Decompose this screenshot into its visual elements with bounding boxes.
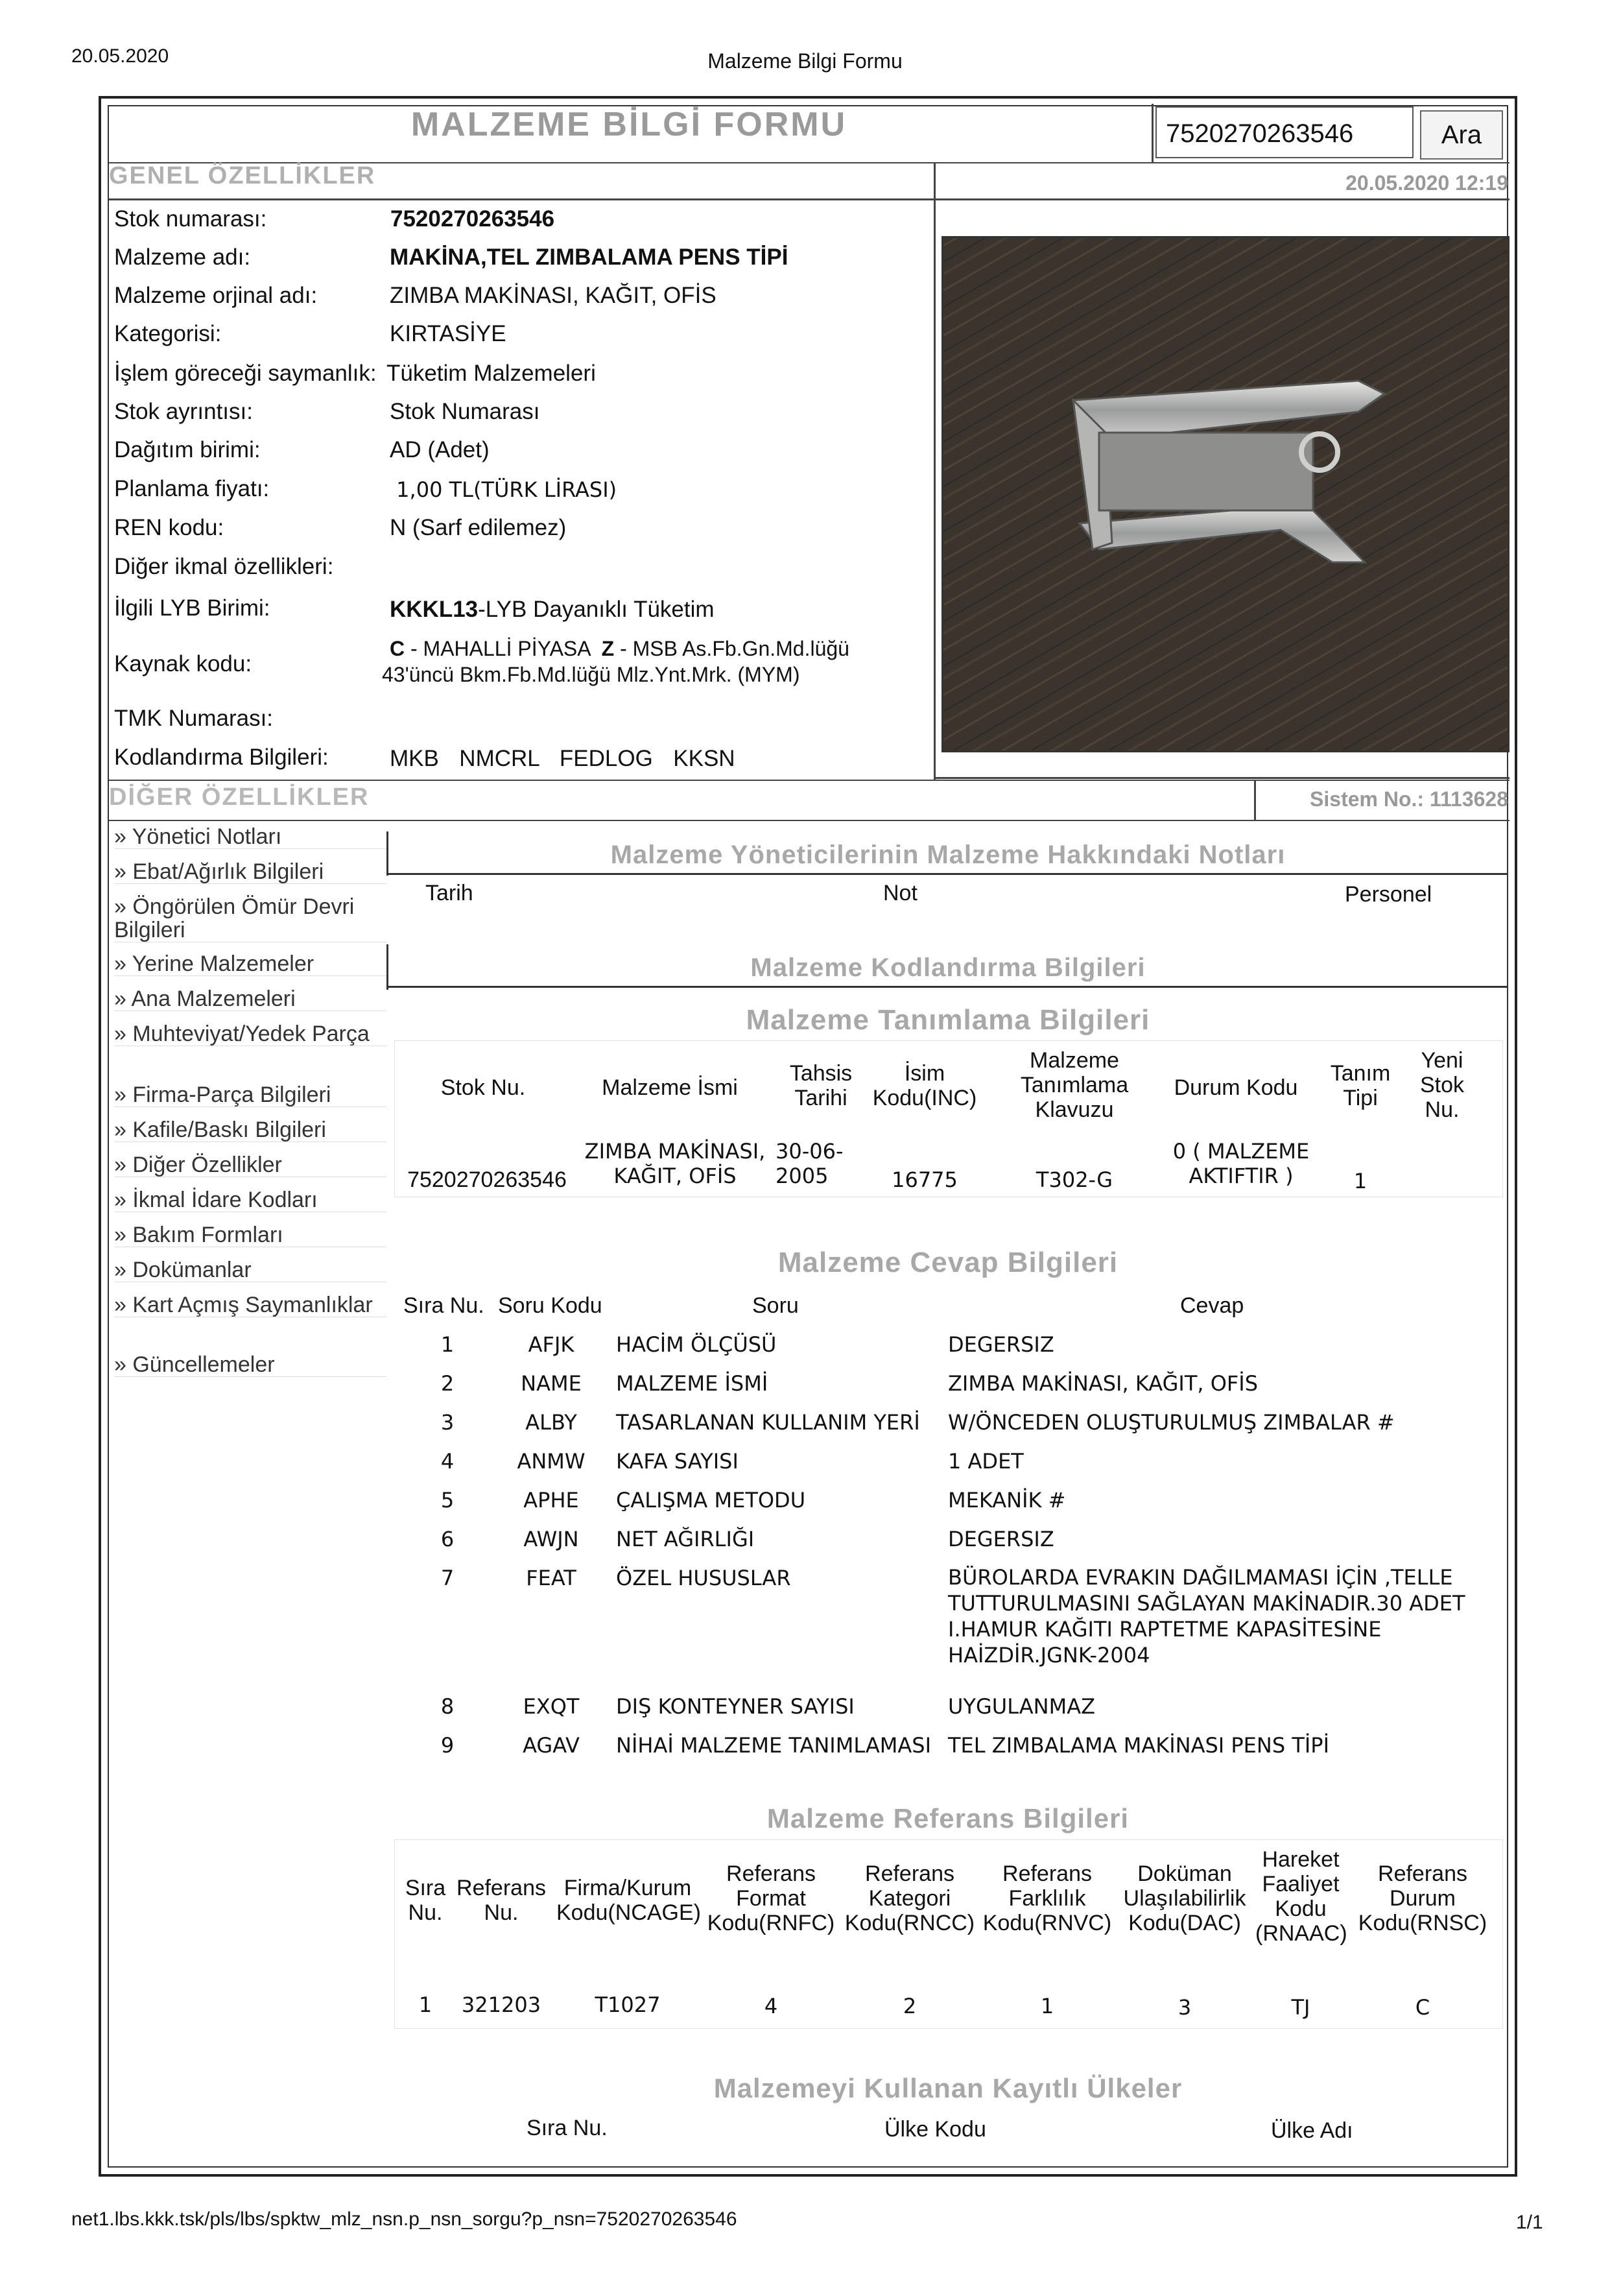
field-label: TMK Numarası:: [114, 706, 274, 731]
field-value: 1,00 TL(TÜRK LİRASI): [390, 477, 617, 502]
field-label: Stok ayrıntısı:: [114, 399, 253, 424]
ans-row-no: 7: [440, 1566, 455, 1590]
print-title: Malzeme Bilgi Formu: [707, 49, 903, 73]
id-col-def-type: Tanım Tipi: [1330, 1061, 1391, 1110]
ans-row-question: KAFA SAYISI: [616, 1449, 739, 1474]
print-date: 20.05.2020: [71, 45, 169, 67]
field-label: Kategorisi:: [114, 321, 222, 346]
footer-url: net1.lbs.kkk.tsk/pls/lbs/spktw_mlz_nsn.p_nsn_sorgu?p_nsn=7520270263546: [71, 2208, 737, 2230]
country-col-no: Sıra Nu.: [527, 2116, 608, 2140]
ref-row-rnvc: 1: [1040, 1994, 1054, 2018]
ans-row-question: NET AĞIRLIĞI: [616, 1527, 755, 1551]
ans-row-code: NAME: [521, 1371, 582, 1396]
search-button[interactable]: Ara: [1420, 110, 1503, 160]
ref-col-rnfc: Referans Format Kodu(RNFC): [707, 1861, 835, 1935]
form-title: MALZEME BİLGİ FORMU: [410, 106, 847, 143]
ans-row-code: AWJN: [523, 1527, 579, 1551]
ans-row-no: 9: [440, 1733, 455, 1758]
nav-dimensions[interactable]: » Ebat/Ağırlık Bilgileri: [114, 860, 386, 884]
ref-row-ref-no: 321203: [461, 1992, 541, 2017]
id-col-status: Durum Kodu: [1174, 1075, 1298, 1100]
ans-row-no: 2: [440, 1371, 455, 1396]
country-col-code: Ülke Kodu: [884, 2117, 986, 2142]
coding-section-title: Malzeme Kodlandırma Bilgileri: [750, 953, 1146, 982]
field-value: C - MAHALLİ PİYASA Z - MSB As.Fb.Gn.Md.lüğü: [390, 637, 849, 660]
id-col-guide: Malzeme Tanımlama Klavuzu: [1020, 1048, 1129, 1122]
ans-row-answer: TEL ZIMBALAMA MAKİNASI PENS TİPİ: [948, 1733, 1330, 1758]
ans-row-answer: ZIMBA MAKİNASI, KAĞIT, OFİS: [948, 1371, 1259, 1396]
ans-row-answer: W/ÖNCEDEN OLUŞTURULMUŞ ZIMBALAR #: [948, 1410, 1395, 1435]
ans-row-answer: 1 ADET: [948, 1449, 1024, 1474]
field-label: Stok numarası:: [114, 206, 267, 232]
field-label: Malzeme adı:: [114, 245, 251, 270]
field-label: Malzeme orjinal adı:: [114, 283, 318, 308]
stock-search-input[interactable]: 7520270263546: [1155, 106, 1414, 158]
ans-col-code: Soru Kodu: [498, 1293, 602, 1318]
field-value: Stok Numarası: [390, 399, 540, 424]
nav-supply-codes[interactable]: » İkmal İdare Kodları: [114, 1188, 386, 1212]
ref-row-dac: 3: [1178, 1995, 1192, 2020]
countries-section-title: Malzemeyi Kullanan Kayıtlı Ülkeler: [713, 2073, 1183, 2103]
ans-col-answer: Cevap: [1180, 1293, 1244, 1318]
ans-row-answer: DEGERSIZ: [948, 1332, 1054, 1357]
id-row-inc: 16775: [892, 1167, 958, 1192]
general-section-header: GENEL ÖZELLİKLER: [109, 162, 376, 189]
ans-row-question: DIŞ KONTEYNER SAYISI: [616, 1694, 855, 1719]
ans-row-code: EXQT: [523, 1694, 580, 1719]
page-number: 1/1: [1516, 2212, 1543, 2233]
field-label: Kaynak kodu:: [114, 651, 252, 676]
notes-col-date: Tarih: [425, 881, 473, 905]
nav-other-features[interactable]: » Diğer Özellikler: [114, 1153, 386, 1177]
ans-row-no: 6: [440, 1527, 455, 1551]
product-photo: [941, 236, 1509, 752]
id-row-guide: T302-G: [1036, 1167, 1113, 1192]
country-col-name: Ülke Adı: [1271, 2118, 1353, 2143]
ans-row-question: ÇALIŞMA METODU: [616, 1488, 806, 1513]
nav-admin-notes[interactable]: » Yönetici Notları: [114, 825, 386, 849]
notes-col-note: Not: [883, 881, 917, 905]
id-col-inc: İsim Kodu(INC): [872, 1061, 977, 1110]
nav-parent-items[interactable]: » Ana Malzemeleri: [114, 987, 386, 1011]
field-value: KKKL13-LYB Dayanıklı Tüketim: [390, 597, 715, 622]
ans-row-answer: UYGULANMAZ: [948, 1694, 1095, 1719]
ans-row-code: FEAT: [526, 1566, 576, 1590]
id-col-stock: Stok Nu.: [440, 1075, 526, 1100]
ans-row-question: MALZEME İSMİ: [616, 1371, 768, 1396]
ref-col-dac: Doküman Ulaşılabilirlik Kodu(DAC): [1123, 1861, 1246, 1935]
nav-batch-info[interactable]: » Kafile/Baskı Bilgileri: [114, 1118, 386, 1142]
id-col-alloc-date: Tahsis Tarihi: [789, 1061, 853, 1110]
ref-col-rnsc: Referans Durum Kodu(RNSC): [1358, 1861, 1487, 1935]
ref-row-rnsc: C: [1415, 1995, 1430, 2020]
nav-maintenance-forms[interactable]: » Bakım Formları: [114, 1223, 386, 1247]
ans-row-code: ANMW: [517, 1449, 586, 1474]
ref-row-rnaac: TJ: [1291, 1995, 1310, 2020]
id-row-def-type: 1: [1353, 1169, 1367, 1193]
ans-row-answer: MEKANİK #: [948, 1488, 1066, 1513]
ans-row-question: HACİM ÖLÇÜSÜ: [616, 1332, 777, 1357]
field-label: Diğer ikmal özellikleri:: [114, 554, 334, 579]
ans-row-answer: DEGERSIZ: [948, 1527, 1054, 1551]
field-value: ZIMBA MAKİNASI, KAĞIT, OFİS: [390, 283, 716, 308]
id-row-name: ZIMBA MAKİNASI, KAĞIT, OFİS: [584, 1139, 766, 1188]
ref-row-ncage: T1027: [595, 1992, 661, 2017]
ans-row-code: APHE: [523, 1488, 579, 1513]
ans-col-no: Sıra Nu.: [403, 1293, 484, 1318]
ref-col-rnvc: Referans Farklılık Kodu(RNVC): [982, 1861, 1112, 1935]
ans-row-question: NİHAİ MALZEME TANIMLAMASI: [616, 1733, 932, 1758]
id-row-status: 0 ( MALZEME AKTIFTIR ): [1172, 1139, 1310, 1188]
ans-col-question: Soru: [752, 1293, 799, 1318]
field-label: Dağıtım birimi:: [114, 437, 261, 462]
ref-row-rncc: 2: [903, 1994, 917, 2018]
ref-col-rncc: Referans Kategori Kodu(RNCC): [844, 1861, 975, 1935]
field-label: Kodlandırma Bilgileri:: [114, 745, 329, 770]
field-value: AD (Adet): [390, 437, 490, 462]
field-value: 7520270263546: [390, 206, 555, 232]
nav-substitutes[interactable]: » Yerine Malzemeler: [114, 952, 386, 976]
ans-row-no: 4: [440, 1449, 455, 1474]
ref-row-no: 1: [418, 1992, 432, 2017]
ans-row-code: AGAV: [523, 1733, 580, 1758]
field-label: İşlem göreceği saymanlık:: [114, 361, 377, 386]
ans-row-no: 1: [440, 1332, 455, 1357]
ans-row-no: 8: [440, 1694, 455, 1719]
field-value: Tüketim Malzemeleri: [386, 361, 596, 386]
field-value: MKB NMCRL FEDLOG KKSN: [390, 746, 735, 771]
ans-row-question: TASARLANAN KULLANIM YERİ: [616, 1410, 920, 1435]
id-row-alloc-date: 30-06-2005: [775, 1139, 844, 1188]
field-value: 43'üncü Bkm.Fb.Md.lüğü Mlz.Ynt.Mrk. (MYM): [382, 663, 800, 686]
ans-row-code: AFJK: [528, 1332, 574, 1357]
nav-vendor-parts[interactable]: » Firma-Parça Bilgileri: [114, 1083, 386, 1107]
ref-col-ncage: Firma/Kurum Kodu(NCAGE): [556, 1876, 701, 1925]
other-section-header: DİĞER ÖZELLİKLER: [109, 783, 370, 811]
nav-accounting-units[interactable]: » Kart Açmış Saymanlıklar: [114, 1293, 386, 1317]
ans-row-no: 3: [440, 1410, 455, 1435]
ref-col-ref-no: Referans Nu.: [456, 1876, 546, 1925]
ref-col-rnaac: Hareket Faaliyet Kodu (RNAAC): [1255, 1847, 1347, 1946]
nav-documents[interactable]: » Dokümanlar: [114, 1258, 386, 1282]
nav-updates[interactable]: » Güncellemeler: [114, 1353, 386, 1377]
nav-lifecycle[interactable]: » Öngörülen Ömür Devri Bilgileri: [114, 895, 386, 942]
ans-row-answer: BÜROLARDA EVRAKIN DAĞILMAMASI İÇİN ,TELLE TUTTURULMASINI SAĞLAYAN MAKİNADIR.30 ADET I.HAMUR KAĞITI RAPTETME KAPASİTESİNE HAİZDİR.JGNK-2004: [948, 1565, 1465, 1668]
ans-row-code: ALBY: [525, 1410, 577, 1435]
field-label: İlgili LYB Birimi:: [114, 595, 270, 621]
id-row-stock: 7520270263546: [407, 1167, 567, 1192]
id-col-new-stock: Yeni Stok Nu.: [1419, 1048, 1465, 1122]
datetime-stamp: 20.05.2020 12:19: [1345, 171, 1508, 195]
id-col-name: Malzeme İsmi: [602, 1075, 738, 1100]
stapler-image: [943, 238, 1508, 750]
references-section-title: Malzeme Referans Bilgileri: [766, 1803, 1130, 1834]
field-value: N (Sarf edilemez): [390, 515, 567, 540]
field-value: KIRTASİYE: [390, 321, 506, 346]
field-value: MAKİNA,TEL ZIMBALAMA PENS TİPİ: [390, 245, 788, 270]
nav-spare-parts[interactable]: » Muhteviyat/Yedek Parça: [114, 1022, 386, 1046]
system-number: Sistem No.: 1113628: [1310, 787, 1508, 811]
ref-row-rnfc: 4: [764, 1994, 778, 2018]
identification-section-title: Malzeme Tanımlama Bilgileri: [746, 1004, 1150, 1036]
ans-row-question: ÖZEL HUSUSLAR: [616, 1566, 791, 1590]
ref-col-no: Sıra Nu.: [405, 1876, 446, 1925]
notes-section-title: Malzeme Yöneticilerinin Malzeme Hakkındaki Notları: [610, 841, 1286, 869]
ans-row-no: 5: [440, 1488, 455, 1513]
field-label: Planlama fiyatı:: [114, 476, 270, 501]
field-label: REN kodu:: [114, 515, 224, 540]
notes-col-personnel: Personel: [1345, 882, 1432, 907]
answers-section-title: Malzeme Cevap Bilgileri: [777, 1247, 1119, 1278]
